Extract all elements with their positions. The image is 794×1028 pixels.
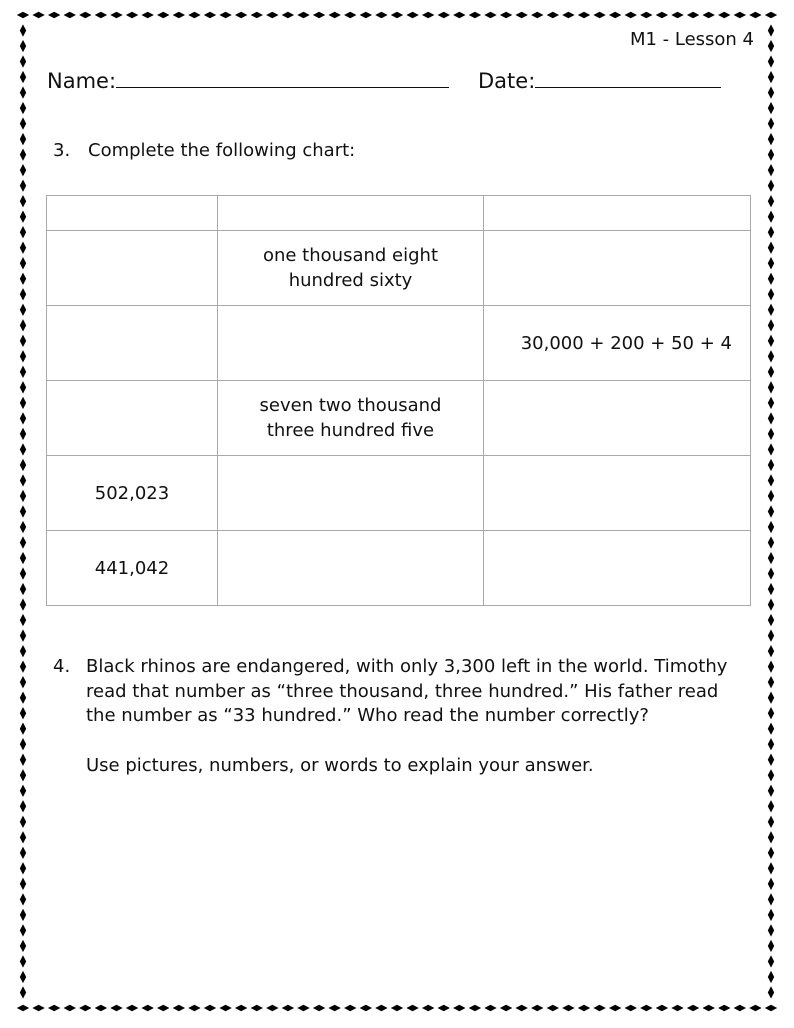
border-diamond — [173, 12, 185, 18]
border-diamond — [79, 1005, 91, 1011]
border-diamond — [749, 12, 761, 18]
border-diamond — [188, 12, 200, 18]
chart-cell — [218, 381, 484, 456]
border-diamond — [32, 1005, 44, 1011]
border-diamond — [20, 878, 26, 890]
lesson-label: M1 - Lesson 4 — [629, 29, 754, 50]
border-diamond — [188, 1005, 200, 1011]
border-diamond — [718, 12, 730, 18]
border-diamond — [20, 614, 26, 626]
chart-row — [47, 306, 751, 381]
border-diamond — [768, 102, 774, 114]
border-diamond — [20, 893, 26, 905]
border-diamond — [768, 350, 774, 362]
question-3-prompt: Complete the following chart: — [88, 140, 356, 161]
border-diamond — [20, 381, 26, 393]
border-diamond — [768, 257, 774, 269]
border-diamond — [547, 1005, 559, 1011]
border-diamond — [141, 1005, 153, 1011]
border-diamond — [20, 179, 26, 191]
border-diamond — [768, 71, 774, 83]
border-diamond — [219, 1005, 231, 1011]
border-diamond — [375, 1005, 387, 1011]
border-diamond — [20, 117, 26, 129]
border-diamond — [438, 12, 450, 18]
border-diamond — [768, 521, 774, 533]
border-diamond — [20, 102, 26, 114]
border-diamond — [20, 288, 26, 300]
border-diamond — [391, 12, 403, 18]
border-diamond — [219, 12, 231, 18]
border-diamond — [768, 676, 774, 688]
chart-cell[interactable] — [218, 531, 484, 606]
border-diamond — [20, 521, 26, 533]
border-diamond — [749, 1005, 761, 1011]
border-diamond — [768, 288, 774, 300]
chart-row — [47, 196, 751, 231]
border-diamond — [20, 831, 26, 843]
border-diamond — [765, 12, 777, 18]
border-diamond — [768, 304, 774, 316]
border-diamond — [768, 211, 774, 223]
border-diamond — [20, 924, 26, 936]
border-diamond — [141, 12, 153, 18]
border-diamond — [20, 691, 26, 703]
border-diamond — [687, 12, 699, 18]
border-diamond — [500, 1005, 512, 1011]
border-diamond — [768, 754, 774, 766]
border-diamond — [313, 1005, 325, 1011]
border-diamond — [671, 1005, 683, 1011]
question-4-instruction: Use pictures, numbers, or words to explain your answer. — [86, 754, 594, 776]
chart-cell — [218, 231, 484, 306]
border-diamond — [768, 723, 774, 735]
border-diamond — [768, 614, 774, 626]
chart-cell[interactable] — [484, 381, 751, 456]
border-diamond — [20, 660, 26, 672]
border-diamond — [20, 319, 26, 331]
border-diamond — [768, 195, 774, 207]
border-diamond — [297, 1005, 309, 1011]
border-diamond — [768, 412, 774, 424]
chart-cell-text: seven two thousand three hundred five — [259, 395, 442, 441]
chart-cell-text: one thousand eight hundred sixty — [262, 245, 439, 291]
border-diamond — [235, 12, 247, 18]
border-diamond — [20, 567, 26, 579]
border-diamond — [95, 1005, 107, 1011]
border-diamond — [768, 847, 774, 859]
border-diamond — [768, 226, 774, 238]
border-diamond — [768, 133, 774, 145]
border-diamond — [204, 12, 216, 18]
border-diamond — [671, 12, 683, 18]
border-diamond — [95, 12, 107, 18]
border-diamond — [20, 86, 26, 98]
border-diamond — [562, 12, 574, 18]
border-diamond — [578, 1005, 590, 1011]
border-diamond — [20, 955, 26, 967]
border-diamond — [515, 1005, 527, 1011]
border-diamond — [453, 12, 465, 18]
border-diamond — [768, 505, 774, 517]
border-diamond — [702, 1005, 714, 1011]
border-diamond — [768, 366, 774, 378]
border-diamond — [282, 1005, 294, 1011]
border-diamond — [20, 971, 26, 983]
border-diamond — [20, 940, 26, 952]
border-diamond — [438, 1005, 450, 1011]
border-diamond — [768, 785, 774, 797]
border-diamond — [768, 940, 774, 952]
border-diamond — [768, 428, 774, 440]
border-diamond — [768, 335, 774, 347]
border-diamond — [625, 1005, 637, 1011]
border-diamond — [718, 1005, 730, 1011]
border-diamond — [20, 459, 26, 471]
border-diamond — [609, 1005, 621, 1011]
border-diamond — [20, 350, 26, 362]
date-field[interactable] — [478, 68, 721, 93]
border-diamond — [20, 723, 26, 735]
border-diamond — [768, 583, 774, 595]
border-diamond — [768, 179, 774, 191]
border-diamond — [20, 443, 26, 455]
border-diamond — [251, 12, 263, 18]
border-diamond — [20, 397, 26, 409]
border-diamond — [20, 24, 26, 36]
border-diamond — [768, 24, 774, 36]
border-diamond — [20, 211, 26, 223]
border-diamond — [768, 707, 774, 719]
border-diamond — [204, 1005, 216, 1011]
border-diamond — [768, 598, 774, 610]
border-diamond — [640, 12, 652, 18]
border-diamond — [20, 242, 26, 254]
border-diamond — [20, 629, 26, 641]
border-diamond — [20, 505, 26, 517]
name-field[interactable] — [47, 68, 449, 93]
border-diamond — [157, 12, 169, 18]
chart-cell[interactable] — [484, 231, 751, 306]
border-diamond — [17, 12, 29, 18]
border-diamond — [768, 55, 774, 67]
question-3 — [53, 140, 355, 161]
border-diamond — [768, 769, 774, 781]
border-diamond — [768, 40, 774, 52]
border-diamond — [20, 148, 26, 160]
chart-row — [47, 456, 751, 531]
border-diamond — [768, 86, 774, 98]
border-diamond — [20, 536, 26, 548]
border-diamond — [768, 459, 774, 471]
border-diamond — [20, 738, 26, 750]
border-diamond — [656, 1005, 668, 1011]
border-diamond — [360, 1005, 372, 1011]
border-diamond — [578, 12, 590, 18]
question-4 — [53, 655, 753, 778]
chart-cell: 502,023 — [47, 456, 218, 531]
border-diamond — [266, 12, 278, 18]
border-diamond — [562, 1005, 574, 1011]
chart-cell[interactable] — [218, 196, 484, 231]
border-diamond — [391, 1005, 403, 1011]
border-diamond — [768, 831, 774, 843]
border-diamond — [344, 1005, 356, 1011]
border-diamond — [702, 12, 714, 18]
border-diamond — [20, 366, 26, 378]
border-diamond — [768, 660, 774, 672]
border-diamond — [20, 335, 26, 347]
border-diamond — [20, 164, 26, 176]
border-diamond — [406, 12, 418, 18]
border-diamond — [251, 1005, 263, 1011]
border-diamond — [20, 55, 26, 67]
chart-cell[interactable] — [484, 196, 751, 231]
border-diamond — [768, 878, 774, 890]
border-diamond — [593, 12, 605, 18]
border-diamond — [110, 1005, 122, 1011]
border-diamond — [469, 12, 481, 18]
border-diamond — [17, 1005, 29, 1011]
border-diamond — [768, 319, 774, 331]
border-diamond — [500, 12, 512, 18]
border-diamond — [768, 552, 774, 564]
chart-cell[interactable] — [484, 531, 751, 606]
border-diamond — [110, 12, 122, 18]
border-diamond — [20, 273, 26, 285]
chart-cell[interactable] — [484, 456, 751, 531]
border-diamond — [422, 12, 434, 18]
border-diamond — [20, 676, 26, 688]
border-diamond — [593, 1005, 605, 1011]
border-diamond — [328, 12, 340, 18]
number-forms-chart — [46, 195, 751, 606]
border-diamond — [20, 40, 26, 52]
question-3-number: 3. — [53, 140, 71, 161]
border-diamond — [20, 257, 26, 269]
border-diamond — [768, 738, 774, 750]
border-diamond — [20, 133, 26, 145]
border-diamond — [625, 12, 637, 18]
border-diamond — [515, 12, 527, 18]
border-diamond — [768, 691, 774, 703]
border-diamond — [768, 397, 774, 409]
border-diamond — [20, 598, 26, 610]
border-diamond — [768, 816, 774, 828]
border-diamond — [768, 443, 774, 455]
border-diamond — [20, 474, 26, 486]
border-diamond — [768, 381, 774, 393]
border-diamond — [20, 552, 26, 564]
border-diamond — [734, 12, 746, 18]
border-diamond — [469, 1005, 481, 1011]
chart-cell[interactable] — [47, 231, 218, 306]
border-diamond — [687, 1005, 699, 1011]
border-diamond — [344, 12, 356, 18]
border-diamond — [235, 1005, 247, 1011]
chart-row — [47, 531, 751, 606]
border-diamond — [20, 816, 26, 828]
chart-row — [47, 381, 751, 456]
border-diamond — [656, 12, 668, 18]
border-diamond — [328, 1005, 340, 1011]
border-diamond — [484, 12, 496, 18]
chart-cell[interactable] — [218, 306, 484, 381]
border-diamond — [531, 12, 543, 18]
border-diamond — [768, 490, 774, 502]
border-diamond — [20, 769, 26, 781]
border-diamond — [768, 242, 774, 254]
chart-cell[interactable] — [218, 456, 484, 531]
border-diamond — [20, 304, 26, 316]
border-diamond — [768, 645, 774, 657]
border-diamond — [20, 785, 26, 797]
chart-cell[interactable] — [47, 306, 218, 381]
border-diamond — [282, 12, 294, 18]
border-diamond — [768, 273, 774, 285]
border-diamond — [20, 800, 26, 812]
border-diamond — [48, 12, 60, 18]
border-diamond — [360, 12, 372, 18]
border-diamond — [20, 847, 26, 859]
border-diamond — [64, 1005, 76, 1011]
name-label: Name: — [47, 69, 117, 93]
question-4-text: Black rhinos are endangered, with only 3,300 left in the world. Timothy read that number as “three thousand, three hundred.” His father read the number as “33 hundred.” Who read the number correctly? — [86, 656, 728, 726]
border-diamond — [609, 12, 621, 18]
border-diamond — [20, 862, 26, 874]
chart-cell[interactable] — [47, 196, 218, 231]
border-diamond — [20, 71, 26, 83]
border-diamond — [79, 12, 91, 18]
border-diamond — [20, 707, 26, 719]
border-diamond — [173, 1005, 185, 1011]
border-diamond — [768, 955, 774, 967]
border-diamond — [765, 1005, 777, 1011]
chart-cell[interactable] — [47, 381, 218, 456]
border-diamond — [297, 12, 309, 18]
border-diamond — [768, 862, 774, 874]
border-diamond — [48, 1005, 60, 1011]
date-label: Date: — [478, 69, 536, 93]
border-diamond — [768, 971, 774, 983]
border-diamond — [768, 567, 774, 579]
chart-row — [47, 231, 751, 306]
date-blank-line[interactable] — [535, 68, 721, 88]
border-diamond — [406, 1005, 418, 1011]
border-diamond — [453, 1005, 465, 1011]
border-diamond — [266, 1005, 278, 1011]
border-diamond — [313, 12, 325, 18]
border-diamond — [32, 12, 44, 18]
border-diamond — [422, 1005, 434, 1011]
name-blank-line[interactable] — [116, 68, 449, 88]
border-diamond — [734, 1005, 746, 1011]
border-diamond — [768, 148, 774, 160]
border-diamond — [20, 583, 26, 595]
border-diamond — [157, 1005, 169, 1011]
border-diamond — [484, 1005, 496, 1011]
border-diamond — [64, 12, 76, 18]
border-diamond — [768, 924, 774, 936]
border-diamond — [768, 164, 774, 176]
chart-cell: 30,000 + 200 + 50 + 4 — [484, 306, 751, 381]
border-diamond — [768, 893, 774, 905]
border-diamond — [20, 986, 26, 998]
chart-cell: 441,042 — [47, 531, 218, 606]
border-diamond — [20, 645, 26, 657]
border-diamond — [768, 536, 774, 548]
border-diamond — [126, 1005, 138, 1011]
border-diamond — [20, 754, 26, 766]
border-diamond — [768, 909, 774, 921]
border-diamond — [768, 800, 774, 812]
border-diamond — [768, 986, 774, 998]
border-diamond — [768, 117, 774, 129]
border-diamond — [375, 12, 387, 18]
border-diamond — [20, 909, 26, 921]
question-4-number: 4. — [53, 656, 71, 677]
border-diamond — [20, 226, 26, 238]
border-diamond — [20, 412, 26, 424]
border-diamond — [20, 195, 26, 207]
border-diamond — [20, 490, 26, 502]
border-diamond — [768, 629, 774, 641]
border-diamond — [640, 1005, 652, 1011]
border-diamond — [126, 12, 138, 18]
border-diamond — [531, 1005, 543, 1011]
border-diamond — [547, 12, 559, 18]
border-diamond — [768, 474, 774, 486]
border-diamond — [20, 428, 26, 440]
